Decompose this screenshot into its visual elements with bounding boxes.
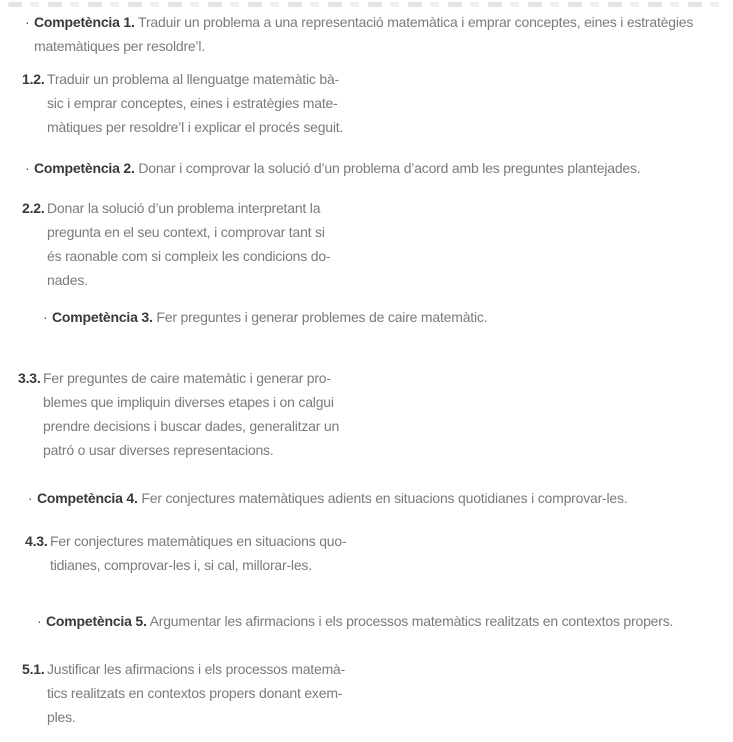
competency-2-heading-line: [25, 156, 640, 180]
bullet-marker: ·: [43, 309, 48, 325]
criterion-text-line: Traduir un problema al llenguatge matemàtic bà-: [47, 71, 340, 87]
competency-1-heading: [25, 10, 693, 58]
competency-4-label: Competència 4.: [37, 490, 138, 506]
criterion-text-line: sic i emprar conceptes, eines i estratègies mate-: [47, 95, 338, 111]
bullet-marker: ·: [28, 490, 33, 506]
competency-1-description-continuation: matemàtiques per resoldre’l.: [34, 38, 206, 54]
competency-2-heading: [25, 156, 640, 180]
competency-1-label: Competència 1.: [34, 14, 135, 30]
competency-1-heading-line: [25, 10, 693, 34]
criterion-1-2-number: 1.2.: [22, 71, 45, 87]
criterion-text-line: Donar la solució d’un problema interpretant la: [47, 200, 321, 216]
competency-5-description: Argumentar les afirmacions i els processos matemàtics realitzats en contextos propers.: [149, 613, 674, 629]
criterion-3-3-number: 3.3.: [18, 370, 41, 386]
criterion-text-line: tidianes, comprovar-les i, si cal, millorar-les.: [50, 557, 312, 573]
scan-artifact-strip: [8, 2, 725, 7]
criterion-text-line: pregunta en el seu context, i comprovar tant si: [47, 224, 325, 240]
criterion-4-3-number: 4.3.: [25, 533, 48, 549]
criterion-4-3: [25, 529, 346, 577]
competency-5-heading-line: [37, 609, 673, 633]
criterion-3-3: [18, 366, 339, 462]
competency-4-heading-line: [28, 486, 628, 510]
criterion-text-line: Fer conjectures matemàtiques en situacions quo-: [50, 533, 347, 549]
criterion-text-line: nades.: [47, 272, 88, 288]
criterion-text-line: patró o usar diverses representacions.: [43, 442, 274, 458]
criterion-2-2-number: 2.2.: [22, 200, 45, 216]
criterion-1-2-text: [47, 67, 343, 139]
criterion-5-1-text: [47, 657, 345, 729]
criterion-text-line: Justificar les afirmacions i els processos matemà-: [47, 661, 346, 677]
competency-2-description: Donar i comprovar la solució d’un problema d’acord amb les preguntes plantejades.: [138, 160, 641, 176]
competency-2-label: Competència 2.: [34, 160, 135, 176]
competency-1-description: Traduir un problema a una representació matemàtica i emprar conceptes, eines i estratègies: [138, 14, 694, 30]
competency-5-heading: [37, 609, 673, 633]
criterion-2-2: [22, 196, 330, 292]
bullet-marker: ·: [25, 14, 30, 30]
criterion-text-line: tics realitzats en contextos propers donant exem-: [47, 685, 343, 701]
criterion-3-3-text: [43, 366, 339, 462]
competency-3-description: Fer preguntes i generar problemes de caire matemàtic.: [156, 309, 488, 325]
criterion-text-line: màtiques per resoldre’l i explicar el procés seguit.: [47, 119, 344, 135]
criterion-4-3-text: [50, 529, 346, 577]
competency-5-label: Competència 5.: [46, 613, 147, 629]
criterion-1-2: [22, 67, 343, 139]
bullet-marker: ·: [25, 160, 30, 176]
criterion-2-2-text: [47, 196, 330, 292]
criterion-5-1-number: 5.1.: [22, 661, 45, 677]
criterion-text-line: prendre decisions i buscar dades, generalitzar un: [43, 418, 340, 434]
criterion-text-line: ples.: [47, 709, 76, 725]
criterion-text-line: blemes que impliquin diverses etapes i on calgui: [43, 394, 334, 410]
competency-4-description: Fer conjectures matemàtiques adients en situacions quotidianes i comprovar-les.: [141, 490, 628, 506]
criterion-5-1: [22, 657, 345, 729]
competency-3-heading: [43, 305, 487, 329]
competency-3-heading-line: [43, 305, 487, 329]
criterion-text-line: és raonable com si compleix les condicions do-: [47, 248, 331, 264]
criterion-text-line: Fer preguntes de caire matemàtic i generar pro-: [43, 370, 331, 386]
competency-3-label: Competència 3.: [52, 309, 153, 325]
bullet-marker: ·: [37, 613, 42, 629]
competency-4-heading: [28, 486, 628, 510]
